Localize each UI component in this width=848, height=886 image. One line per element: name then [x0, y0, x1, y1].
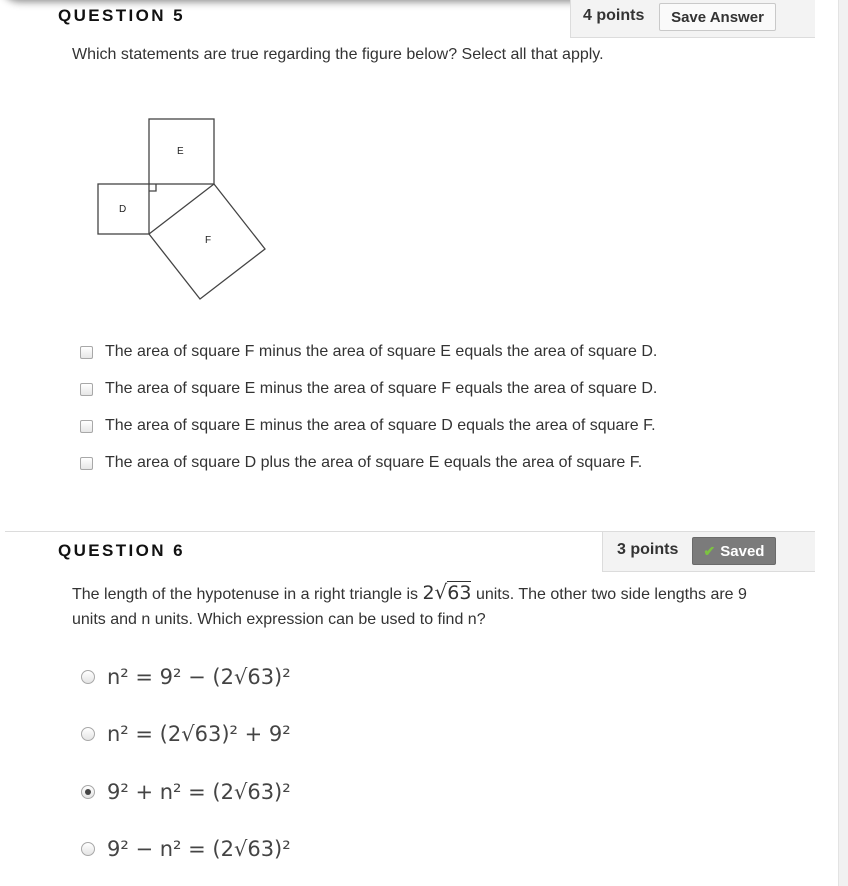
right-angle-mark: [149, 184, 156, 191]
q6-option-1-label: n² = 9² − (2√63)²: [107, 665, 291, 689]
q6-option-2-radio[interactable]: [81, 727, 95, 741]
q5-option-2[interactable]: [80, 380, 657, 398]
label-e: E: [177, 146, 184, 157]
label-d: D: [119, 204, 127, 215]
q5-option-3-checkbox[interactable]: [80, 420, 93, 433]
q5-option-3-label: The area of square E minus the area of square D equals the area of square F.: [105, 417, 656, 434]
vertical-scrollbar[interactable]: [838, 0, 848, 886]
question-6: [5, 532, 815, 886]
q5-option-2-label: The area of square E minus the area of square F equals the area of square D.: [105, 380, 658, 397]
question-5: [5, 0, 815, 530]
question-5-prompt: Which statements are true regarding the figure below? Select all that apply.: [72, 46, 604, 63]
saved-label: Saved: [720, 542, 765, 560]
q5-option-1-label: The area of square F minus the area of square E equals the area of square D.: [105, 343, 658, 360]
q6-option-1-radio[interactable]: [81, 670, 95, 684]
question-6-points-box: [602, 532, 815, 572]
q5-option-4[interactable]: [80, 454, 642, 472]
prompt-text-a: The length of the hypotenuse in a right triangle is: [72, 586, 418, 603]
save-answer-button[interactable]: [659, 3, 776, 31]
q5-option-4-label: The area of square D plus the area of square E equals the area of square F.: [105, 454, 643, 471]
pythagorean-squares-figure: [90, 112, 290, 312]
q6-option-4-label: 9² − n² = (2√63)²: [107, 837, 291, 861]
question-5-title: QUESTION 5: [58, 6, 185, 25]
question-5-points: 4 points: [583, 7, 645, 24]
saved-button[interactable]: [692, 537, 776, 565]
q6-option-2-label: n² = (2√63)² + 9²: [107, 722, 291, 746]
q6-option-3-radio[interactable]: [81, 785, 95, 799]
radio-selected-dot: [85, 789, 91, 795]
save-answer-label: Save Answer: [671, 8, 764, 26]
q6-option-2[interactable]: [81, 722, 291, 746]
label-f: F: [205, 235, 212, 246]
prompt-text-b: units. The other two side lengths are 9: [475, 586, 747, 603]
hypotenuse-radical: 2√63: [422, 580, 472, 604]
q6-option-1[interactable]: [81, 665, 291, 689]
question-6-prompt: [72, 580, 772, 632]
prompt-text-c: units and n units. Which expression can be used to find n?: [72, 611, 486, 628]
check-icon: ✔: [703, 542, 716, 559]
question-6-title: QUESTION 6: [58, 541, 185, 560]
q6-option-4-radio[interactable]: [81, 842, 95, 856]
q6-option-4[interactable]: [81, 837, 291, 861]
q5-option-1-checkbox[interactable]: [80, 346, 93, 359]
q6-option-3-label: 9² + n² = (2√63)²: [107, 780, 291, 804]
q5-option-1[interactable]: [80, 343, 657, 361]
q5-option-3[interactable]: [80, 417, 656, 435]
question-5-points-box: [570, 0, 815, 38]
q6-option-3[interactable]: [81, 780, 291, 804]
q5-option-2-checkbox[interactable]: [80, 383, 93, 396]
q5-option-4-checkbox[interactable]: [80, 457, 93, 470]
question-6-points: 3 points: [617, 541, 679, 558]
